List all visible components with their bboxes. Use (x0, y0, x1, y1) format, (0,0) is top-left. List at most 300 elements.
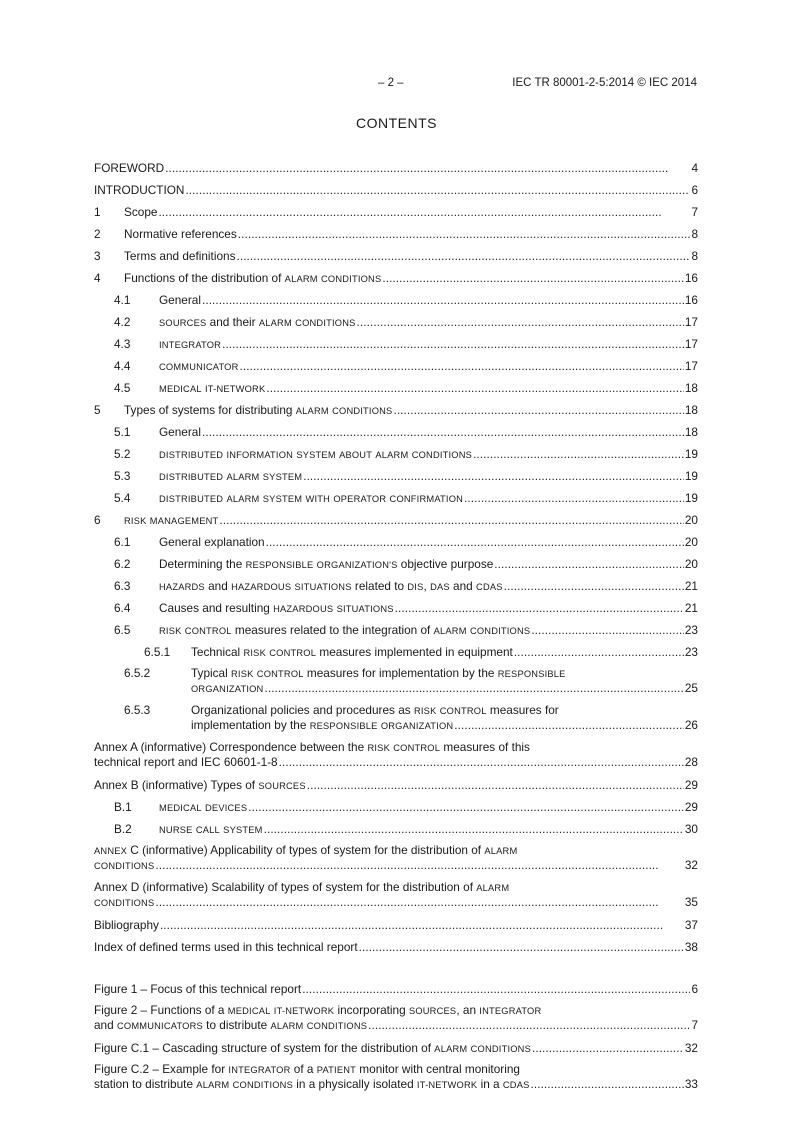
toc-entry-page: 19 (684, 469, 698, 483)
defined-term: OPERATOR (333, 494, 387, 504)
toc-entry-line (94, 509, 698, 531)
toc-entry-number: B.2 (114, 822, 132, 836)
toc-entry-page: 7 (691, 1018, 698, 1032)
toc-entry-line (94, 245, 698, 267)
defined-term: ALARM (375, 450, 409, 460)
toc-entry-line (94, 201, 698, 223)
toc-entry-title (159, 333, 221, 356)
toc-entry-title-cont: technical report and IEC 60601-1-8 (94, 755, 278, 769)
toc-entry-line (94, 377, 698, 399)
toc-entry-page: 33 (684, 1077, 698, 1091)
toc-entry-line (94, 311, 698, 333)
toc-entry-line (94, 774, 698, 796)
defined-term: INTEGRATOR (479, 1006, 542, 1016)
toc-entry[interactable] (94, 1000, 698, 1037)
defined-term: SYSTEM (223, 825, 263, 835)
dot-leader (202, 421, 684, 443)
toc-entry-page: 28 (684, 755, 698, 769)
toc-entry-title (159, 443, 472, 466)
defined-term: MEDICAL (159, 803, 202, 813)
toc-entry-title: Technical RISK CONTROL measures implemented in equipment (191, 645, 513, 659)
defined-term: ALARM (284, 274, 318, 284)
defined-term: ALARM (484, 846, 518, 856)
toc-entry-number: 4.1 (114, 293, 131, 307)
dot-leader (160, 914, 684, 936)
defined-term: ALARM (476, 883, 510, 893)
defined-term: IT-NETWORK (273, 1006, 335, 1016)
toc-entry-line (94, 443, 698, 465)
defined-term: ALARM (258, 318, 292, 328)
toc-entry[interactable] (94, 443, 698, 465)
defined-term: CONDITIONS (469, 626, 531, 636)
toc-entry-line (94, 399, 698, 421)
toc-entry-title: Figure C.1 – Cascading structure of system for the distribution of ALARM CONDITIONS (94, 1041, 531, 1055)
toc-entry-line (94, 895, 698, 910)
defined-term: CONTROL (439, 706, 487, 716)
dot-leader (494, 553, 684, 575)
defined-term: SYSTEM (262, 472, 303, 482)
defined-term: RISK (159, 626, 182, 636)
toc-entry-line (94, 858, 698, 873)
dot-leader (222, 333, 684, 355)
toc-entry[interactable] (94, 421, 698, 443)
toc-entry[interactable] (94, 157, 698, 179)
toc-entry-page: 4 (691, 161, 698, 175)
toc-entry-number: 6.2 (114, 557, 131, 571)
defined-term: NURSE (159, 825, 193, 835)
toc-entry-line (94, 641, 698, 663)
toc-entry-number: 4.5 (114, 381, 131, 395)
defined-term: MEDICAL (227, 1006, 271, 1016)
dot-leader (368, 1018, 690, 1033)
defined-term: CONDITIONS (332, 406, 393, 416)
toc-entry-page: 6 (691, 183, 698, 197)
dot-leader (155, 895, 684, 910)
toc-entry-title: Organizational policies and procedures as RISK CONTROL measures for (191, 703, 559, 717)
dot-leader (514, 641, 684, 663)
dot-leader (165, 157, 690, 179)
defined-term: MEDICAL (159, 384, 202, 394)
toc-entry-title-cont (94, 895, 154, 911)
defined-term: SOURCES (159, 318, 207, 328)
defined-term: CALL (195, 825, 220, 835)
toc-entry[interactable] (94, 201, 698, 223)
defined-term: RESPONSIBLE (245, 560, 314, 570)
toc-entry-page: 32 (684, 1041, 698, 1055)
toc-entry[interactable] (94, 333, 698, 355)
toc-entry[interactable] (94, 818, 698, 840)
dot-leader (359, 936, 684, 958)
table-of-contents (94, 157, 698, 1096)
dot-leader (382, 267, 684, 289)
toc-entry[interactable] (94, 179, 698, 201)
toc-entry-title: General (159, 293, 201, 307)
toc-entry-title: INTRODUCTION (94, 183, 185, 197)
toc-entry-title: RISK CONTROL measures related to the integration of ALARM CONDITIONS (159, 623, 531, 637)
defined-term: CONTROL (269, 648, 317, 658)
toc-entry[interactable] (94, 355, 698, 377)
toc-entry-number: 6.5.2 (124, 666, 151, 680)
toc-entry[interactable] (94, 619, 698, 641)
defined-term: DISTRIBUTED (159, 450, 224, 460)
toc-entry-number: 4.4 (114, 359, 131, 373)
toc-entry[interactable] (94, 399, 698, 421)
dot-leader (264, 818, 684, 840)
toc-entry-line (94, 978, 698, 1000)
toc-entry-page: 8 (691, 227, 698, 241)
toc-entry-number: 5.3 (114, 469, 131, 483)
toc-entry-page: 29 (684, 800, 698, 814)
contents-title: CONTENTS (356, 115, 437, 131)
toc-entry[interactable] (94, 700, 698, 737)
defined-term: INTEGRATOR (159, 340, 222, 350)
toc-entry-title (159, 796, 247, 819)
toc-entry[interactable] (94, 663, 698, 700)
toc-entry-line (94, 796, 698, 818)
defined-term: HAZARDS (159, 582, 205, 592)
toc-entry-title (159, 818, 263, 841)
dot-leader (236, 245, 690, 267)
toc-entry[interactable] (94, 1059, 698, 1096)
defined-term: RISK (413, 706, 437, 716)
dot-leader (307, 774, 684, 796)
defined-term: ORGANIZATION (191, 684, 264, 694)
toc-entry-page: 30 (684, 822, 698, 836)
toc-entry-title: Types of systems for distributing ALARM CONDITIONS (124, 403, 393, 417)
defined-term: RESPONSIBLE (309, 721, 378, 731)
dot-leader (357, 311, 684, 333)
toc-entry-line (94, 553, 698, 575)
toc-entry-line (94, 355, 698, 377)
dot-leader (155, 858, 684, 873)
defined-term: ALARM (226, 494, 260, 504)
toc-entry-page: 29 (684, 778, 698, 792)
toc-entry[interactable] (94, 553, 698, 575)
toc-entry-number: 1 (94, 205, 101, 219)
dot-leader (473, 443, 684, 465)
defined-term: ALARM (434, 1044, 468, 1054)
toc-entry-number: 2 (94, 227, 101, 241)
defined-term: ALARM (226, 472, 260, 482)
toc-entry-line (94, 531, 698, 553)
dot-leader (531, 1077, 684, 1092)
dot-leader (464, 487, 684, 509)
toc-entry-line (94, 487, 698, 509)
toc-entry[interactable] (94, 737, 698, 774)
toc-entry[interactable] (94, 641, 698, 663)
toc-entry[interactable] (94, 914, 698, 936)
toc-entry-number: 6.3 (114, 579, 131, 593)
defined-term: RISK (231, 669, 254, 679)
dot-leader (266, 377, 683, 399)
toc-entry-line (94, 333, 698, 355)
defined-term: CONTROL (256, 669, 304, 679)
dot-leader (303, 465, 684, 487)
toc-entry-line (94, 818, 698, 840)
dot-leader (219, 509, 683, 531)
defined-term: CONDITIONS (94, 898, 155, 908)
toc-spacer (94, 958, 698, 978)
defined-term: SOURCES (258, 781, 306, 791)
toc-entry-line (94, 619, 698, 641)
toc-entry-number: 6.1 (114, 535, 131, 549)
toc-entry-line (94, 914, 698, 936)
toc-entry-number: 4 (94, 271, 101, 285)
toc-entry-line (94, 681, 698, 696)
toc-entry[interactable] (94, 509, 698, 531)
toc-entry-page: 35 (684, 895, 698, 909)
defined-term: CONTROL (393, 743, 441, 753)
defined-term: ANNEX (94, 846, 128, 856)
defined-term: DAS (430, 582, 450, 592)
toc-entry-line (94, 575, 698, 597)
toc-entry[interactable] (94, 311, 698, 333)
toc-entry-page: 32 (684, 858, 698, 872)
dot-leader (504, 575, 684, 597)
toc-entry-title: HAZARDS and HAZARDOUS SITUATIONS related to DIS, DAS and CDAS (159, 579, 503, 593)
toc-entry-title (159, 465, 302, 488)
toc-entry-line (94, 223, 698, 245)
toc-entry-page: 18 (684, 425, 698, 439)
toc-entry-title (124, 509, 218, 532)
toc-entry-page: 19 (684, 491, 698, 505)
defined-term: CDAS (502, 1080, 530, 1090)
defined-term: HAZARDOUS (231, 582, 292, 592)
toc-entry-page: 16 (684, 293, 698, 307)
toc-entry-title: Normative references (124, 227, 237, 241)
toc-entry-title: ANNEX C (informative) Applicability of types of system for the distribution of ALARM (94, 843, 518, 857)
defined-term: ALARM (295, 406, 329, 416)
defined-term: INTEGRATOR (228, 1065, 291, 1075)
toc-entry-number: 6.4 (114, 601, 131, 615)
toc-entry-page: 20 (684, 513, 698, 527)
defined-term: COMMUNICATORS (116, 1021, 203, 1031)
toc-entry-line (94, 267, 698, 289)
toc-entry[interactable] (94, 245, 698, 267)
toc-entry[interactable] (94, 597, 698, 619)
defined-term: CONDITIONS (320, 274, 382, 284)
toc-entry-number: 6.5.3 (124, 703, 151, 717)
toc-entry-line (94, 179, 698, 201)
defined-term: DISTRIBUTED (159, 472, 224, 482)
toc-entry-number: 5.4 (114, 491, 131, 505)
toc-entry-title: Terms and definitions (124, 249, 236, 263)
dot-leader (240, 355, 684, 377)
toc-entry-number: 5.2 (114, 447, 131, 461)
defined-term: SYSTEM (262, 494, 303, 504)
toc-entry-page: 23 (684, 645, 698, 659)
toc-entry-line (94, 1077, 698, 1092)
dot-leader (395, 597, 684, 619)
defined-term: CONDITIONS (411, 450, 473, 460)
toc-entry-number: 5 (94, 403, 101, 417)
toc-entry-title: Functions of the distribution of ALARM CONDITIONS (124, 271, 382, 285)
toc-entry-number: 6.5.1 (144, 645, 171, 659)
defined-term: ALARM (433, 626, 467, 636)
defined-term: ORGANIZATION'S (316, 560, 398, 570)
toc-entry[interactable] (94, 877, 698, 914)
toc-entry-line (94, 289, 698, 311)
toc-entry-title: Causes and resulting HAZARDOUS SITUATIONS (159, 601, 394, 615)
toc-entry-page: 23 (684, 623, 698, 637)
toc-entry-title-cont (94, 858, 154, 874)
toc-entry-title: Figure 2 – Functions of a MEDICAL IT-NETWORK incorporating SOURCES, an INTEGRATOR (94, 1003, 542, 1017)
defined-term: CONDITIONS (470, 1044, 531, 1054)
defined-term: CONTROL (184, 626, 232, 636)
defined-term: CONFIRMATION (389, 494, 464, 504)
toc-entry-title-cont: implementation by the RESPONSIBLE ORGANIZATION (191, 718, 454, 732)
toc-entry-line (94, 597, 698, 619)
toc-entry[interactable] (94, 796, 698, 818)
page-number: – 2 – (378, 77, 404, 89)
toc-entry-page: 7 (691, 205, 698, 219)
toc-entry-number: 3 (94, 249, 101, 263)
toc-entry-page: 16 (684, 271, 698, 285)
defined-term: MANAGEMENT (149, 516, 219, 526)
dot-leader (302, 978, 690, 1000)
toc-entry-line (94, 755, 698, 770)
defined-term: HAZARDOUS (273, 604, 334, 614)
defined-term: PATIENT (316, 1065, 357, 1075)
toc-entry-title: Figure C.2 – Example for INTEGRATOR of a PATIENT monitor with central monitoring (94, 1062, 520, 1076)
toc-entry-page: 38 (684, 940, 698, 954)
defined-term: SOURCES (408, 1006, 457, 1016)
toc-entry-page: 19 (684, 447, 698, 461)
dot-leader (532, 1037, 684, 1059)
toc-entry-line (94, 1018, 698, 1033)
toc-entry-page: 20 (684, 557, 698, 571)
toc-entry[interactable] (94, 936, 698, 958)
defined-term: CONDITIONS (94, 861, 155, 871)
toc-entry-line (94, 718, 698, 733)
dot-leader (266, 531, 684, 553)
toc-entry[interactable] (94, 465, 698, 487)
dot-leader (393, 399, 683, 421)
toc-entry-title: Determining the RESPONSIBLE ORGANIZATION'S objective purpose (159, 557, 494, 571)
toc-entry-title: Index of defined terms used in this technical report (94, 940, 358, 954)
dot-leader (202, 289, 684, 311)
toc-entry-page: 6 (691, 982, 698, 996)
toc-entry-title: SOURCES and their ALARM CONDITIONS (159, 315, 356, 329)
toc-entry-page: 26 (684, 718, 698, 732)
dot-leader (279, 755, 684, 770)
toc-entry-title-cont (191, 681, 263, 697)
dot-leader (158, 201, 690, 223)
dot-leader (248, 796, 684, 818)
toc-entry[interactable] (94, 289, 698, 311)
dot-leader (185, 179, 690, 201)
defined-term: ALARM (196, 1080, 230, 1090)
defined-term: RISK (243, 648, 266, 658)
defined-term: RESPONSIBLE (497, 669, 566, 679)
defined-term: CONDITIONS (232, 1080, 293, 1090)
toc-entry-title-cont: station to distribute ALARM CONDITIONS in a physically isolated IT-NETWORK in a CDAS (94, 1077, 530, 1091)
defined-term: DIS (407, 582, 424, 592)
toc-entry-page: 8 (691, 249, 698, 263)
toc-entry-number: 6 (94, 513, 101, 527)
defined-term: CDAS (476, 582, 503, 592)
defined-term: CONDITIONS (295, 318, 356, 328)
dot-leader (264, 681, 683, 696)
defined-term: RISK (124, 516, 147, 526)
toc-entry-number: 4.3 (114, 337, 131, 351)
defined-term: ABOUT (339, 450, 373, 460)
toc-entry-page: 37 (684, 918, 698, 932)
defined-term: RISK (367, 743, 390, 753)
toc-entry-line (94, 1037, 698, 1059)
defined-term: SITUATIONS (336, 604, 394, 614)
toc-entry-page: 25 (684, 681, 698, 695)
dot-leader (531, 619, 684, 641)
defined-term: ORGANIZATION (380, 721, 454, 731)
toc-entry-title-cont: and COMMUNICATORS to distribute ALARM CONDITIONS (94, 1018, 368, 1032)
dot-leader (454, 718, 684, 733)
toc-entry[interactable] (94, 223, 698, 245)
toc-entry-title (159, 377, 265, 400)
toc-entry-title: General (159, 425, 201, 439)
toc-entry-title: Annex A (informative) Correspondence between the RISK CONTROL measures of this (94, 740, 530, 754)
toc-entry-page: 18 (684, 403, 698, 417)
toc-entry-line (94, 157, 698, 179)
defined-term: INFORMATION (226, 450, 294, 460)
defined-term: ALARM (270, 1021, 304, 1031)
defined-term: COMMUNICATOR (159, 362, 239, 372)
toc-entry-page: 18 (684, 381, 698, 395)
toc-entry[interactable] (94, 840, 698, 877)
toc-entry-page: 20 (684, 535, 698, 549)
toc-entry-page: 17 (684, 315, 698, 329)
toc-entry-title: Figure 1 – Focus of this technical report (94, 982, 302, 996)
toc-entry[interactable] (94, 267, 698, 289)
toc-entry[interactable] (94, 487, 698, 509)
toc-entry-title (159, 355, 239, 378)
toc-entry-line (94, 465, 698, 487)
toc-entry-page: 17 (684, 359, 698, 373)
toc-entry-title: FOREWORD (94, 161, 165, 175)
defined-term: SITUATIONS (294, 582, 352, 592)
defined-term: DEVICES (205, 803, 248, 813)
toc-entry-title (159, 487, 463, 510)
toc-entry[interactable] (94, 377, 698, 399)
toc-entry-number: 4.2 (114, 315, 131, 329)
document-reference: IEC TR 80001-2-5:2014 © IEC 2014 (512, 77, 697, 89)
toc-entry-title: Typical RISK CONTROL measures for implementation by the RESPONSIBLE (191, 666, 566, 680)
toc-entry-title: General explanation (159, 535, 265, 549)
toc-entry-line (94, 421, 698, 443)
toc-entry-title: Annex D (informative) Scalability of types of system for the distribution of ALARM (94, 880, 510, 894)
toc-entry[interactable] (94, 978, 698, 1000)
toc-entry-title: Annex B (informative) Types of SOURCES (94, 778, 306, 792)
defined-term: DISTRIBUTED (159, 494, 224, 504)
dot-leader (238, 223, 691, 245)
defined-term: IT-NETWORK (416, 1080, 478, 1090)
toc-entry-title: Scope (124, 205, 158, 219)
toc-entry[interactable] (94, 1037, 698, 1059)
toc-entry-number: 5.1 (114, 425, 131, 439)
toc-entry-line (94, 936, 698, 958)
toc-entry[interactable] (94, 531, 698, 553)
defined-term: CONDITIONS (306, 1021, 368, 1031)
toc-entry[interactable] (94, 575, 698, 597)
toc-entry-number: 6.5 (114, 623, 131, 637)
toc-entry-page: 17 (684, 337, 698, 351)
defined-term: WITH (305, 494, 331, 504)
defined-term: SYSTEM (296, 450, 336, 460)
toc-entry[interactable] (94, 774, 698, 796)
defined-term: IT-NETWORK (205, 384, 266, 394)
toc-entry-page: 21 (684, 601, 698, 615)
toc-entry-number: B.1 (114, 800, 132, 814)
